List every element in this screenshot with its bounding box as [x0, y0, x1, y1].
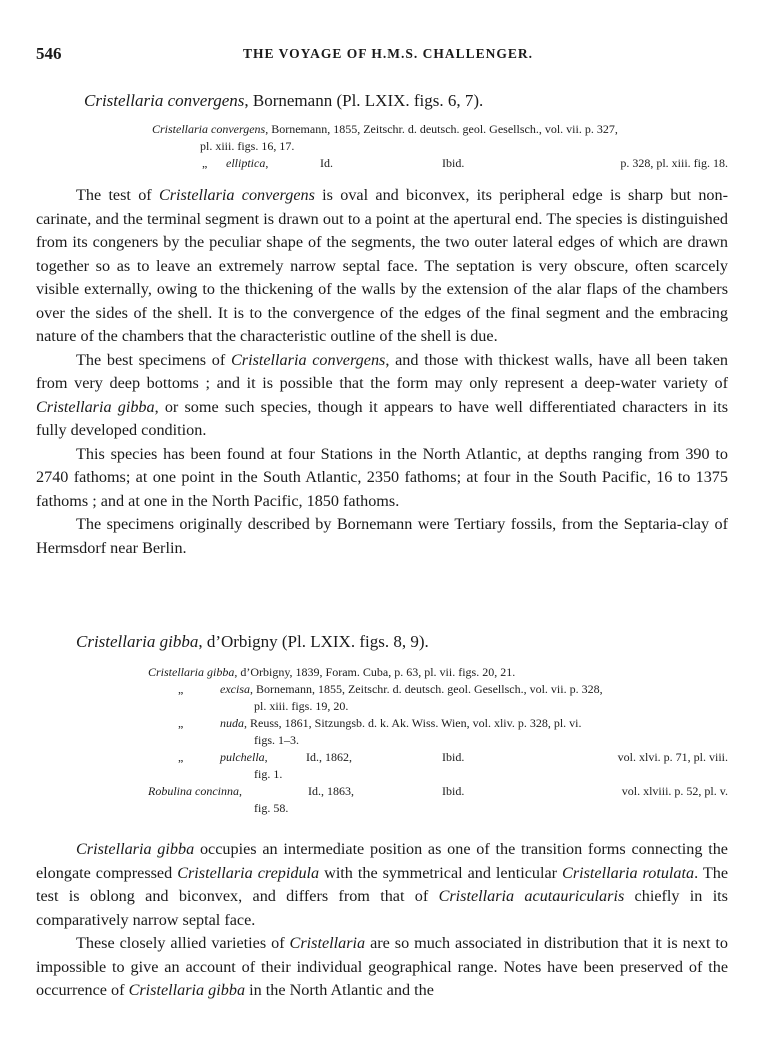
synonym-reference: , Reuss, 1861, Sitzungsb. d. k. Ak. Wiss. Wien, vol. xliv. p. 328, pl. vi.: [244, 716, 582, 730]
species-name: Cristellaria gibba: [76, 632, 199, 651]
text-run: in the North Atlantic and the: [245, 981, 434, 999]
synonym-entry: [148, 664, 728, 681]
text-run: These closely allied varieties of: [76, 934, 290, 952]
synonym-reference: vol. xlviii. p. 52, pl. v.: [621, 784, 728, 798]
synonym-name: nuda: [220, 716, 244, 730]
species-name: Cristellaria convergens: [84, 91, 245, 110]
page-number: 546: [36, 44, 62, 63]
ditto-mark: „: [178, 750, 184, 764]
synonym-reference: p. 328, pl. xiii. fig. 18.: [620, 156, 728, 170]
synonym-continuation-text: pl. xiii. figs. 19, 20.: [254, 699, 349, 713]
species-name: Cristellaria gibba: [128, 981, 246, 999]
ditto-mark: „: [202, 156, 208, 170]
species-name: Cristellaria crepidula: [177, 863, 320, 882]
text-run: . The test is oblong and biconvex, and differs from that of: [36, 863, 729, 905]
synonym-name: Cristellaria gibba: [148, 665, 235, 679]
page-header: [36, 44, 740, 68]
paragraph: [36, 932, 728, 1003]
synonym-ibid: Ibid.: [442, 784, 465, 798]
synonymy-block-convergens: [152, 121, 728, 172]
synonym-entry: [148, 681, 728, 698]
text-run: , and those with thickest walls, have all been taken from very deep bottoms ; and it is possible that the form may only represent a deep-water variety of: [36, 350, 728, 392]
synonym-entry: [152, 121, 728, 138]
synonym-author: Id.: [320, 156, 333, 170]
synonym-author: Id., 1862,: [306, 750, 352, 764]
species-name: Cristellaria acutauricularis: [438, 887, 625, 905]
description-paragraphs-gibba: [36, 838, 728, 1003]
synonym-continuation-text: fig. 58.: [254, 801, 289, 815]
synonym-reference: , d’Orbigny, 1839, Foram. Cuba, p. 63, pl. vii. figs. 20, 21.: [234, 665, 516, 679]
text-run: The best specimens of: [76, 350, 231, 369]
text-run: are so much associated in distribution that it is next to impossible to give an account of their individual geographical range. Notes have been preserved of the occurrence of: [36, 934, 728, 999]
synonym-name: elliptica: [226, 156, 266, 170]
synonym-continuation: [148, 698, 728, 715]
species-name: Cristellaria convergens: [230, 350, 386, 369]
species-name: Cristellaria gibba: [76, 840, 195, 858]
species-name: Cristellaria convergens: [158, 186, 315, 204]
description-paragraphs-convergens: [36, 184, 728, 560]
heading-authority: , d’Orbigny (Pl. LXIX. figs. 8, 9).: [198, 632, 429, 651]
species-heading-convergens: [84, 90, 483, 112]
genus-name: Cristellaria: [289, 934, 366, 952]
synonym-entry: [148, 715, 728, 732]
paragraph: [36, 349, 728, 443]
paragraph: This species has been found at four Stations in the North Atlantic, at depths ranging from 390 to 2740 fathoms; at one point in the South Atlantic, 2350 fathoms; at four in the South Pacific, 16 to 1375 fathoms ; and at one in the North Pacific, 1850 fathoms.: [36, 444, 728, 510]
synonym-ibid: Ibid.: [442, 750, 465, 764]
text-run: The test of: [76, 186, 159, 204]
synonym-ibid: Ibid.: [442, 156, 465, 170]
synonym-reference: vol. xlvi. p. 71, pl. viii.: [617, 750, 728, 764]
synonym-name: pulchella: [220, 750, 265, 764]
synonym-reference: , Bornemann, 1855, Zeitschr. d. deutsch. geol. Gesellsch., vol. vii. p. 327,: [265, 122, 618, 136]
ditto-mark: „: [178, 682, 184, 696]
synonym-name: Cristellaria convergens: [152, 122, 266, 136]
running-head: THE VOYAGE OF H.M.S. CHALLENGER.: [242, 46, 534, 61]
text-run: occupies an intermediate position as one of the transition forms connecting the elongate compressed: [36, 840, 728, 882]
synonym-continuation: [148, 800, 728, 817]
synonym-continuation: [148, 766, 728, 783]
synonym-name: Robulina concinna: [148, 784, 239, 798]
paragraph: [36, 838, 728, 932]
synonym-continuation: [152, 138, 728, 155]
synonym-continuation: [148, 732, 728, 749]
synonym-name: excisa: [220, 682, 250, 696]
species-name: Cristellaria rotulata: [562, 863, 695, 882]
synonym-continuation-text: pl. xiii. figs. 16, 17.: [200, 139, 295, 153]
synonym-entry: Robulina concinna, Id., 1863, Ibid. vol. xlviii. p. 52, pl. v.: [148, 784, 728, 798]
synonym-continuation-text: figs. 1–3.: [254, 733, 299, 747]
text-run: , or some such species, though it appears to have well differentiated characters in its fully developed condition.: [36, 397, 728, 439]
synonym-continuation-text: fig. 1.: [254, 767, 283, 781]
ditto-mark: „: [178, 716, 184, 730]
species-heading-gibba: [76, 631, 429, 653]
paragraph: [36, 184, 728, 349]
text-run: chiefly in its comparatively narrow septal face.: [36, 887, 728, 929]
synonym-entry: „ pulchella, Id., 1862, Ibid. vol. xlvi. p. 71, pl. viii.: [178, 750, 728, 764]
text-run: is oval and biconvex, its peripheral edge is sharp but non-carinate, and the terminal segment is drawn out to a point at the apertural end. The species is distinguished from its congeners by the peculiar shape of the segments, the two outer lateral edges of which are drawn together so as to leave an extremely narrow septal face. The septation is very obscure, often scarcely visible externally, owing to the thickening of the walls by the extension of the alar flaps of the chambers over the sides of the shell. It is to the convergence of the edges of the final segment and the embracing nature of the chambers that the characteristic outline of the shell is due.: [36, 186, 728, 345]
species-name: Cristellaria gibba: [36, 397, 155, 416]
synonym-reference: , Bornemann, 1855, Zeitschr. d. deutsch. geol. Gesellsch., vol. vii. p. 328,: [249, 682, 603, 696]
synonym-author: Id., 1863,: [308, 784, 354, 798]
synonymy-block-gibba: [148, 664, 728, 817]
paragraph: The specimens originally described by Bornemann were Tertiary fossils, from the Septaria-clay of Hermsdorf near Berlin.: [36, 515, 728, 557]
synonym-entry: „ elliptica, Id. Ibid. p. 328, pl. xiii. fig. 18.: [202, 156, 728, 170]
heading-authority: , Bornemann (Pl. LXIX. figs. 6, 7).: [244, 91, 484, 110]
text-run: with the symmetrical and lenticular: [319, 863, 563, 882]
